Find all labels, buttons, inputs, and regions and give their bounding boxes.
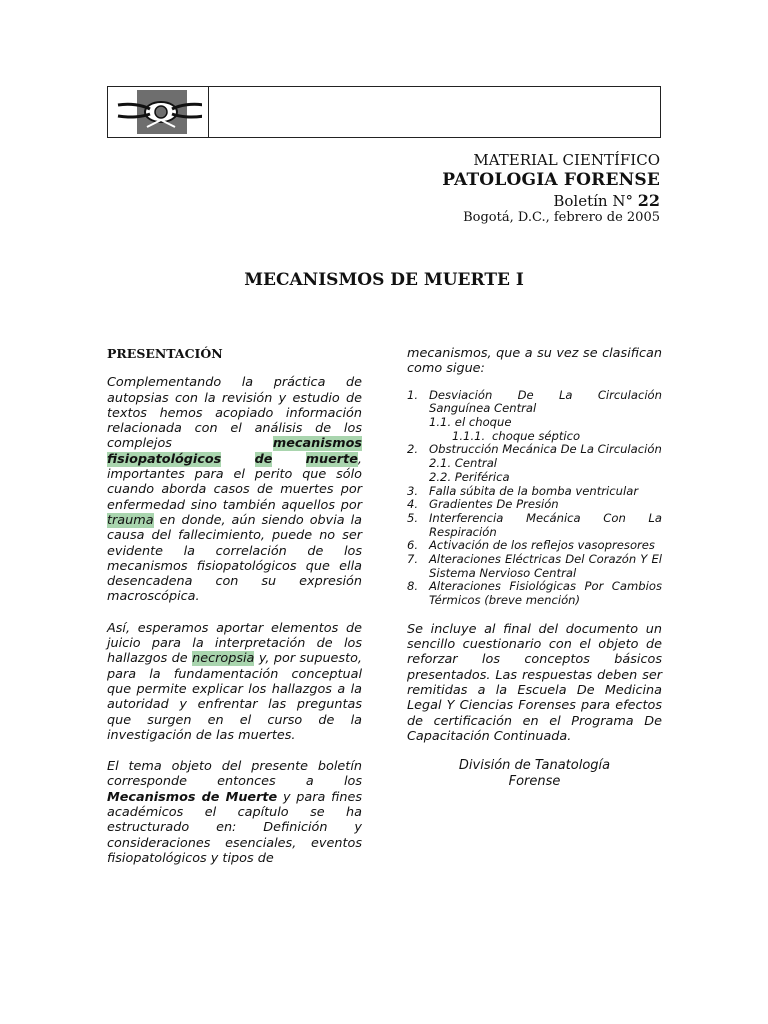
- item-number: 7.: [407, 552, 419, 567]
- item-text: Gradientes De Presión: [429, 497, 559, 512]
- item-text: Alteraciones Eléctricas Del Corazón Y El Sistema Nervioso Central: [429, 552, 662, 580]
- p1-text-e: en donde, aún siendo obvia la causa del fallecimiento, puede no ser evidente la correlación de los mecanismos fisiopatológicos que ella desencadena con su expresión macroscópica.: [107, 512, 362, 605]
- list-intro: mecanismos, que a su vez se clasifican como sigue:: [407, 346, 662, 377]
- highlight-trauma: trauma: [107, 512, 154, 528]
- left-column: [107, 346, 362, 882]
- p2-text-a: Así, esperamos aportar elementos de juicio para la interpretación de los hallazgos de: [107, 620, 362, 667]
- division-line-1: División de Tanatología: [458, 758, 611, 774]
- p1-text-d: , importantes para el perito que sólo cuando aborda casos de muertes por enfermedad sino también aquellos por: [107, 451, 362, 513]
- material-label: MATERIAL CIENTÍFICO: [473, 151, 660, 169]
- item-text: Interferencia Mecánica Con La Respiración: [429, 510, 662, 539]
- list-item: [407, 539, 662, 553]
- p3-bold-term: Mecanismos de Muerte: [107, 789, 278, 805]
- p3-text-b: y para fines académicos el capítulo se ha estructurado en: Definición y consideraciones esenciales, eventos fisiopatológicos y tipos de: [107, 789, 362, 866]
- closing-paragraph: Se incluye al final del documento un sencillo cuestionario con el objeto de reforzar los conceptos básicos presentados. Las respuestas deben ser remitidas a la Escuela De Medicina Legal Y Ciencias Forenses para efectos de certificación en el Programa De Capacitación Continuada.: [407, 621, 662, 744]
- p1-text-a: Complementando la práctica de autopsias con la revisión y estudio de textos hemos acopiado información relacionada con el análisis de los complejos: [107, 375, 362, 452]
- item-number: 5.: [407, 510, 419, 525]
- list-item: [407, 580, 662, 607]
- sub-list-item: 1.1. el choque: [429, 415, 512, 429]
- list-item: [407, 553, 662, 580]
- subject-title: PATOLOGIA FORENSE: [442, 170, 660, 190]
- list-item: [407, 389, 662, 416]
- paragraph-2: [107, 621, 362, 743]
- p1-space-1: [221, 452, 254, 467]
- p1-space-2: [272, 452, 305, 467]
- paragraph-1: [107, 375, 362, 604]
- bulletin-line: [553, 191, 660, 210]
- highlight-muerte: muerte: [305, 451, 358, 467]
- p2-text-b: y, por supuesto, para la fundamentación conceptual que permite explicar los hallazgos a la autoridad y enfrentar las preguntas que surgen en el curso de la investigación de las muertes.: [107, 651, 363, 743]
- highlight-de: de: [254, 451, 273, 467]
- highlight-necropsia: necropsia: [192, 651, 255, 667]
- sub-sub-number: 1.1.1.: [452, 428, 486, 443]
- list-item: [407, 512, 662, 539]
- bulletin-prefix: Boletín N°: [553, 192, 633, 210]
- item-text: Alteraciones Fisiológicas Por Cambios Térmicos (breve mención): [429, 579, 662, 608]
- document-title: MECANISMOS DE MUERTE I: [244, 270, 524, 290]
- list-item: [407, 443, 662, 457]
- mechanism-list: [407, 389, 662, 608]
- division-line-2: Forense: [508, 774, 561, 790]
- item-text: Falla súbita de la bomba ventricular: [429, 483, 639, 498]
- item-number: 2.: [407, 442, 419, 457]
- sub-sub-list-item: [407, 430, 662, 444]
- section-heading: PRESENTACIÓN: [107, 346, 223, 361]
- bulletin-number: 22: [637, 191, 660, 210]
- item-text: Desviación De La Circulación Sanguínea Central: [429, 387, 662, 416]
- list-item: [407, 498, 662, 512]
- logo-cell: [108, 87, 209, 137]
- sub-list-item: 2.1. Central: [429, 456, 498, 471]
- item-number: 6.: [407, 538, 419, 553]
- item-number: 4.: [407, 497, 419, 512]
- item-number: 8.: [407, 579, 419, 594]
- item-number: 1.: [407, 387, 419, 402]
- item-text: Obstrucción Mecánica De La Circulación: [429, 442, 662, 457]
- sub-list-item: 2.2. Periférica: [429, 469, 510, 484]
- paragraph-3: [107, 759, 362, 866]
- item-text: Activación de los reflejos vasopresores: [429, 538, 655, 553]
- list-item: [407, 485, 662, 499]
- date-line: Bogotá, D.C., febrero de 2005: [463, 210, 660, 225]
- p3-text-a: El tema objeto del presente boletín corresponde entonces a los: [107, 759, 362, 790]
- sub-sub-text: choque séptico: [492, 428, 581, 443]
- highlight-mecanismos: mecanismos fisiopatológicos: [107, 436, 362, 467]
- eye-logo-icon: [116, 89, 202, 135]
- header-box: [107, 86, 661, 138]
- right-column: [407, 346, 662, 790]
- item-number: 3.: [407, 483, 419, 498]
- division-signature: [407, 758, 662, 790]
